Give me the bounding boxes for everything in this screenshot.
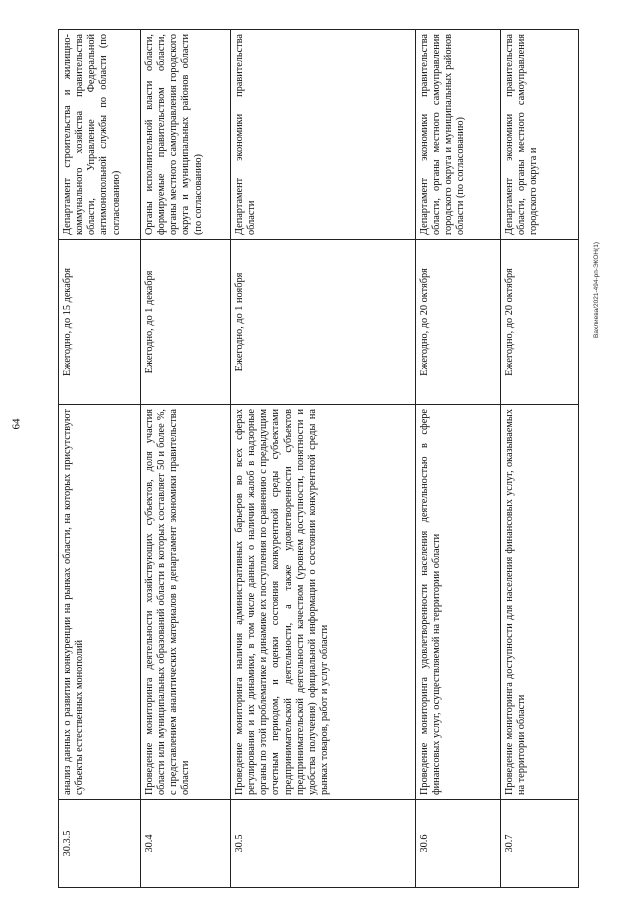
row-deadline: Ежегодно, до 20 октября [416,240,501,405]
page-number: 64 [10,418,23,430]
row-action: анализ данных о развитии конкуренции на рынках области, на которых присутствуют субъекты естественных монополий [59,405,141,800]
row-deadline: Ежегодно, до 1 декабря [141,240,231,405]
rotated-page [58,30,578,888]
row-deadline: Ежегодно, до 15 декабря [59,240,141,405]
measures-table [58,29,579,888]
row-responsible: Органы исполнительной власти области, формируемые правительством области, органы местного самоуправления городского округа и муниципальных районов области (по согласованию) [141,30,231,240]
row-action: Проведение мониторинга наличия административных барьеров во всех сферах регулирования и их динамики, в том числе данных о наличии жалоб в надзорные органы по этой проблематике и динамике их поступления по сравнению с предыдущим отчетным периодом, и оценки состояния конкурентной среды субъектами предпринимательской деятельности, а также удовлетворенности субъектов предпринимательской деятельности качеством (уровнем доступности, понятности и удобства получения) официальной информации о состоянии конкурентной среды на рынках товаров, работ и услуг области [231,405,416,800]
table-row [141,30,231,888]
row-number: 30.4 [141,800,231,888]
row-action: Проведение мониторинга доступности для населения финансовых услуг, оказываемых на территории области [501,405,579,800]
row-number: 30.5 [231,800,416,888]
row-responsible: Департамент экономики правительства области [231,30,416,240]
row-responsible: Департамент экономики правительства области, органы местного самоуправления городского округа и [501,30,579,240]
row-action: Проведение мониторинга деятельности хозяйствующих субъектов, доля участия области или муниципальных образований области в которых составляет 50 и более %, с представлением аналитических материалов в департамент экономики правительства области [141,405,231,800]
row-action: Проведение мониторинга удовлетворенности населения деятельностью в сфере финансовых услуг, осуществляемой на территории области [416,405,501,800]
row-deadline: Ежегодно, до 1 ноября [231,240,416,405]
row-responsible: Департамент строительства и жилищно-коммунального хозяйства правительства области, Управление Федеральной антимонопольной службы по области (по согласованию) [59,30,141,240]
table-row [231,30,416,888]
table-row [416,30,501,888]
document-id-footer: Вахлиева/2021-494-рп-ЭКОН(1) [593,241,600,339]
row-responsible: Департамент экономики правительства области, органы местного самоуправления городского округа и муниципальных районов области (по согласованию) [416,30,501,240]
table-row [501,30,579,888]
table-row [59,30,141,888]
row-number: 30.6 [416,800,501,888]
row-number: 30.3.5 [59,800,141,888]
row-number: 30.7 [501,800,579,888]
row-deadline: Ежегодно, до 20 октября [501,240,579,405]
